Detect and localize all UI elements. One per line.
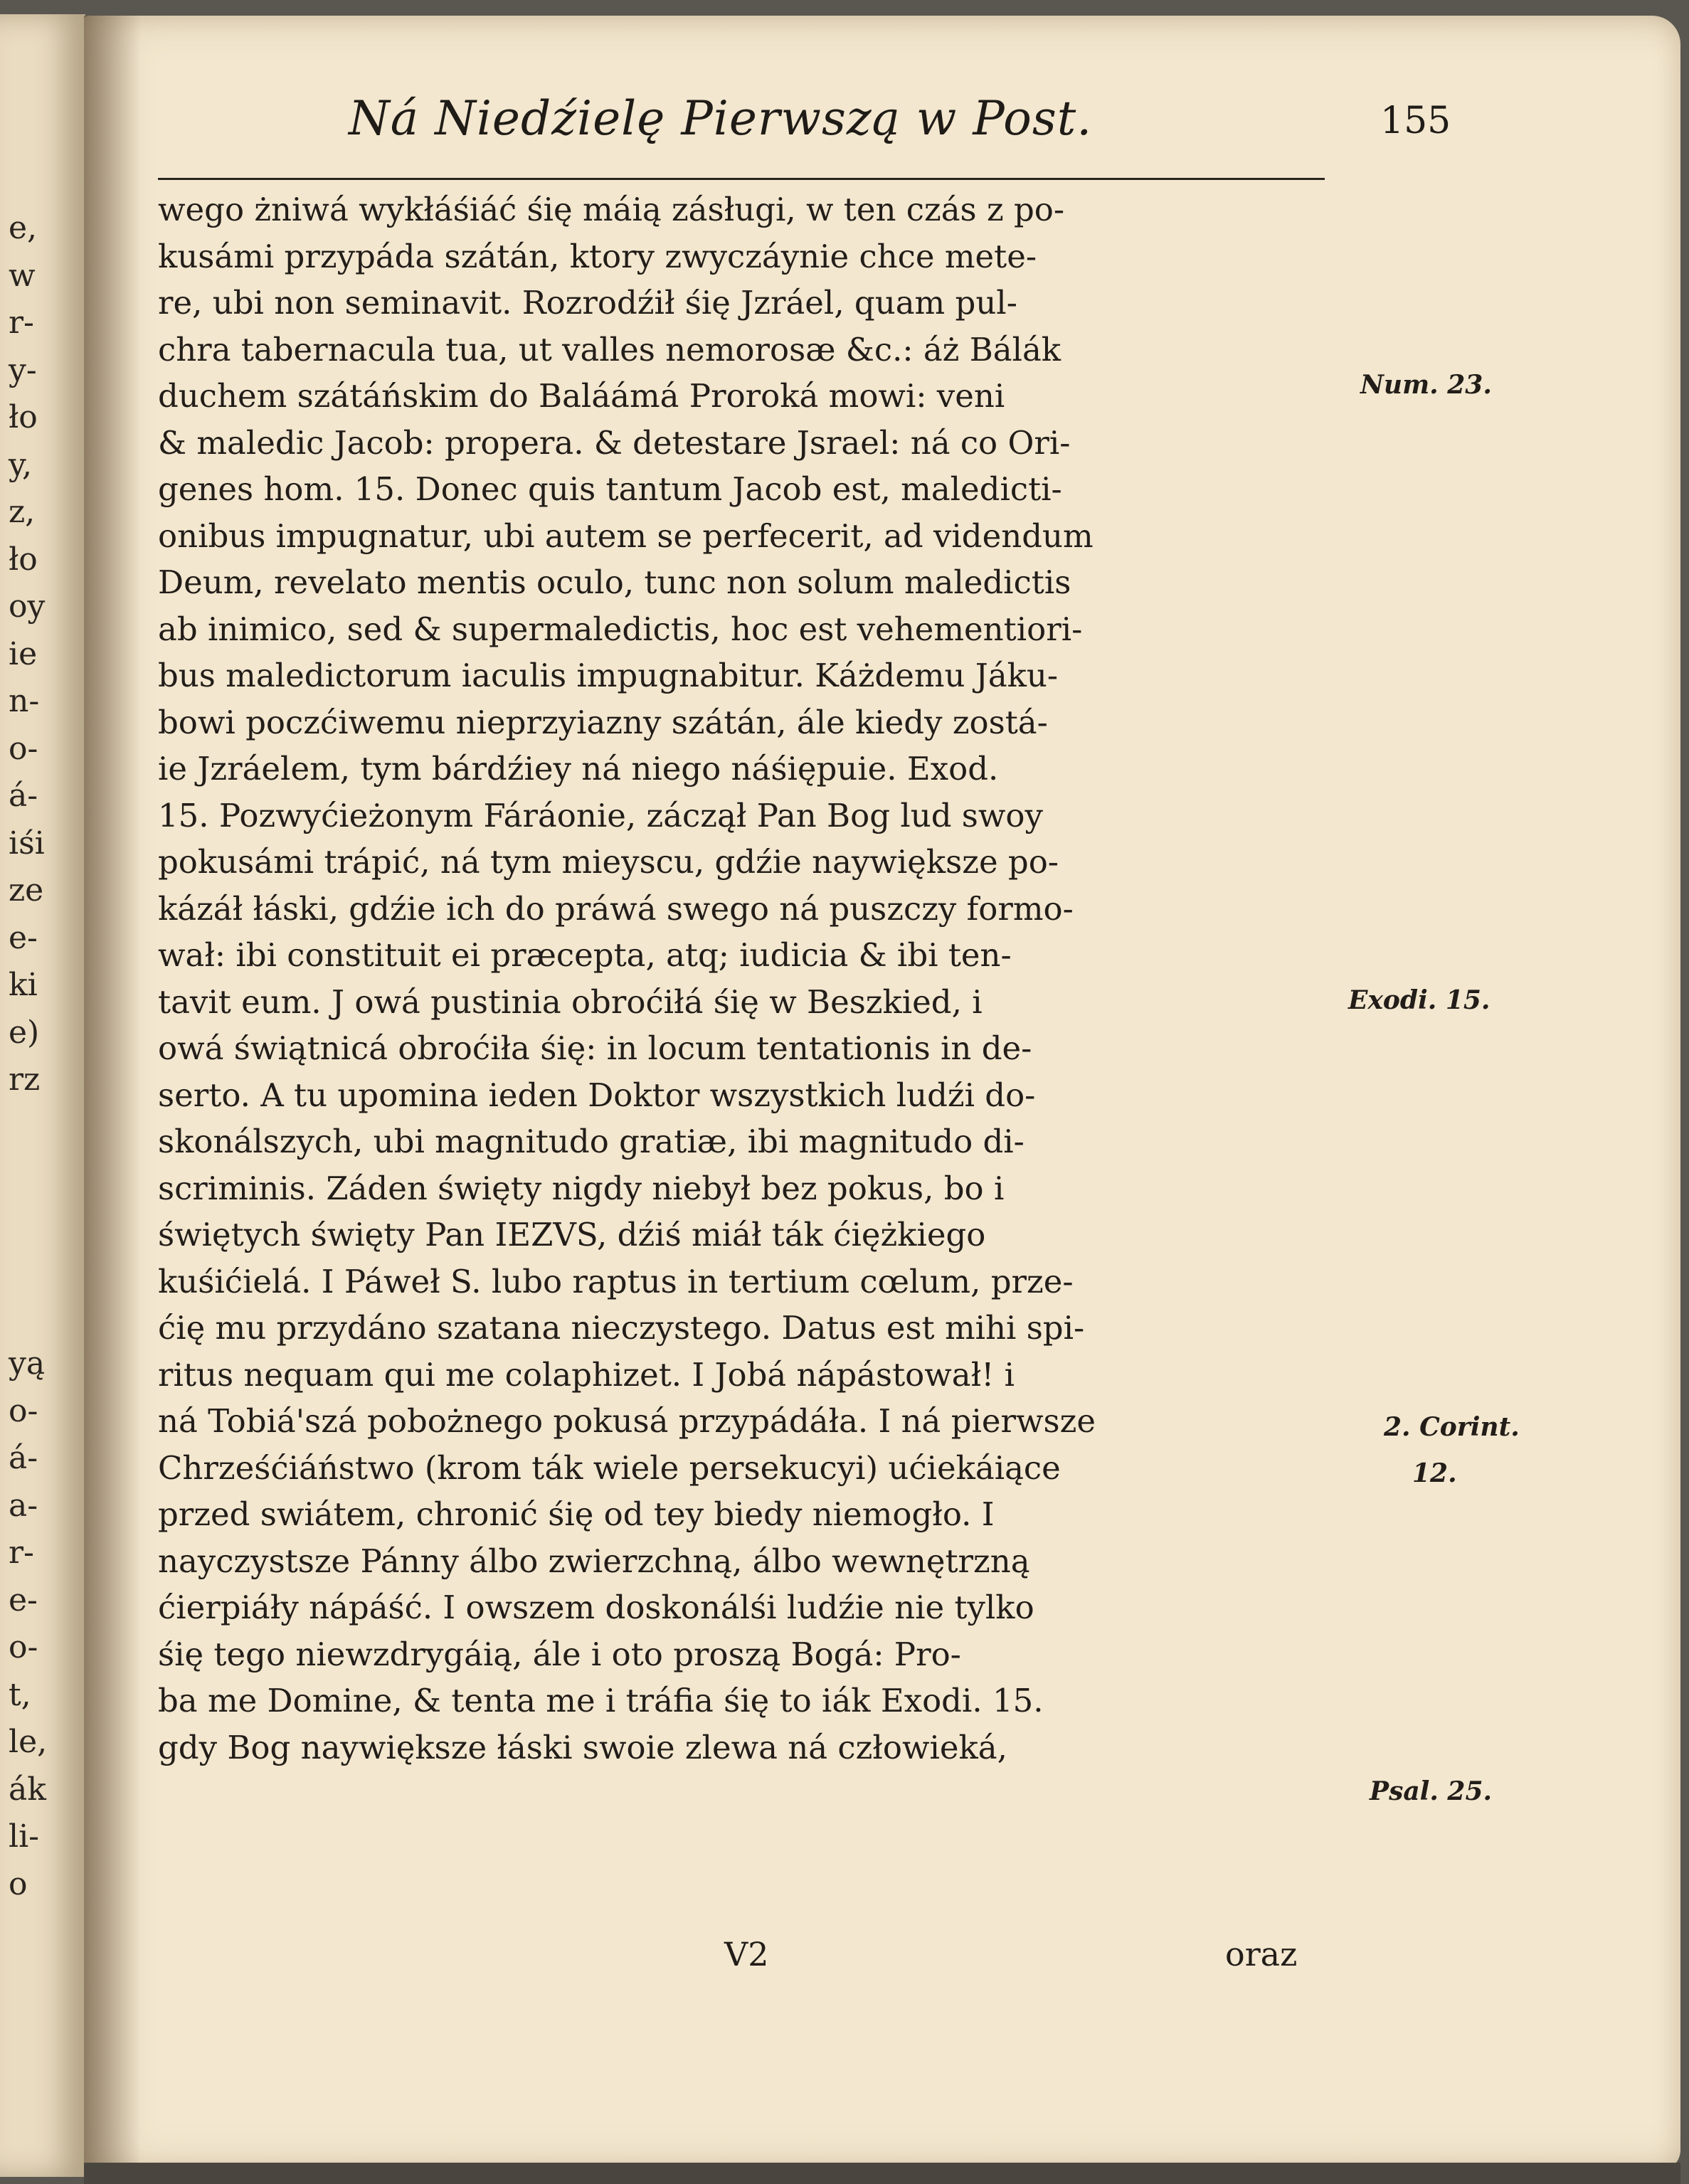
signature-mark: V2 <box>724 1935 769 1973</box>
text-line: pokusámi trápić, ná tym mieyscu, gdźie naywiększe po- <box>158 843 1059 881</box>
text-line: ná Tobiá'szá pobożnego pokusá przypádáła. I ná pierwsze <box>158 1402 1096 1440</box>
margin-note-num: Num. 23. <box>1360 370 1492 400</box>
left-fragment: r- <box>9 1534 34 1571</box>
left-fragment: y- <box>9 351 37 388</box>
spine-shadow <box>84 16 141 2171</box>
text-line: genes hom. 15. Donec quis tantum Jacob est, maledicti- <box>158 470 1062 508</box>
text-line: bowi poczćiwemu nieprzyiazny szátán, ále kiedy zostá- <box>158 703 1048 741</box>
text-line: ie Jzráelem, tym bárdźiey ná niego náśiępuie. Exod. <box>158 750 999 788</box>
margin-note-psal: Psal. 25. <box>1370 1776 1493 1806</box>
margin-note-exodi: Exodi. 15. <box>1348 985 1491 1015</box>
left-fragment: ze <box>9 872 44 908</box>
left-fragment <box>0 1293 68 1341</box>
left-fragment: le, <box>9 1724 48 1760</box>
text-line: chra tabernacula tua, ut valles nemorosæ &c.: áż Bálák <box>158 330 1061 369</box>
left-fragment: z, <box>9 494 36 530</box>
text-line: przed swiátem, chronić śię od tey biedy niemogło. I <box>158 1495 995 1533</box>
margin-note-corint-chapter: 12. <box>1412 1458 1457 1488</box>
left-page-text-fragments <box>0 205 68 1908</box>
running-head: Ná Niedźielę Pierwszą w Post. <box>349 91 1093 146</box>
catchword: oraz <box>1225 1935 1298 1973</box>
text-line: wał: ibi constituit ei præcepta, atq; iudicia & ibi ten- <box>158 936 1012 974</box>
text-line: ćię mu przydáno szatana nieczystego. Datus est mihi spi- <box>158 1309 1085 1347</box>
left-fragment: ło <box>9 541 38 578</box>
left-fragment: á- <box>9 1440 38 1476</box>
left-fragment: t, <box>9 1676 31 1713</box>
text-line: bus maledictorum iaculis impugnabitur. Káżdemu Jáku- <box>158 657 1059 694</box>
left-fragment: o- <box>9 1392 38 1429</box>
head-rule <box>158 178 1325 180</box>
left-fragment <box>0 1151 68 1199</box>
left-fragment: oy <box>9 588 46 625</box>
text-line: kusámi przypáda szátán, ktory zwyczáynie chce mete- <box>158 237 1037 275</box>
text-line: 15. Pozwyćieżonym Fáráonie, záczął Pan Bog lud swoy <box>158 796 1043 834</box>
left-fragment: o <box>9 1865 28 1902</box>
left-fragment: e, <box>9 210 38 246</box>
left-fragment: ło <box>9 399 38 435</box>
left-page-edge <box>0 14 85 2177</box>
left-fragment: o- <box>9 1629 38 1665</box>
text-line: kuśićielá. I Páweł S. lubo raptus in tertium cœlum, prze- <box>158 1262 1074 1300</box>
left-fragment: li- <box>9 1818 40 1855</box>
left-fragment: o- <box>9 730 38 767</box>
left-fragment: iśi <box>9 825 45 862</box>
text-line: ćierpiáły nápáść. I owszem doskonálśi ludźie nie tylko <box>158 1589 1034 1626</box>
left-fragment: y, <box>9 446 32 483</box>
left-fragment: rz <box>9 1061 41 1098</box>
text-line: śię tego niewzdrygáią, ále i oto proszą Bogá: Pro- <box>158 1635 961 1673</box>
text-line: scriminis. Záden święty nigdy niebył bez pokus, bo i <box>158 1169 1005 1207</box>
left-fragment: yą <box>9 1345 46 1382</box>
left-fragment: e- <box>9 1581 38 1618</box>
left-fragment: ák <box>9 1771 46 1808</box>
text-line: duchem szátáńskim do Baláámá Proroká mowi: veni <box>158 377 1005 415</box>
text-line: ba me Domine, & tenta me i tráfia śię to iák Exodi. 15. <box>158 1682 1044 1719</box>
text-line: nayczystsze Pánny álbo zwierzchną, álbo wewnętrzną <box>158 1542 1030 1580</box>
left-fragment <box>0 1246 68 1293</box>
left-fragment: ki <box>9 967 38 1003</box>
text-line: skonálszych, ubi magnitudo gratiæ, ibi magnitudo di- <box>158 1123 1024 1160</box>
left-fragment: ie <box>9 635 38 672</box>
page-number: 155 <box>1380 100 1451 142</box>
text-line: serto. A tu upomina ieden Doktor wszystkich ludźi do- <box>158 1076 1036 1114</box>
left-fragment: r- <box>9 304 34 341</box>
text-line: świętych święty Pan IEZVS, dźiś miáł ták ćiężkiego <box>158 1216 986 1253</box>
left-fragment: e- <box>9 919 38 956</box>
margin-note-corint: 2. Corint. <box>1384 1412 1520 1442</box>
text-line: onibus impugnatur, ubi autem se perfecerit, ad videndum <box>158 516 1094 555</box>
text-line: re, ubi non seminavit. Rozrodźił śię Jzráel, quam pul- <box>158 284 1017 322</box>
body-text <box>158 186 1343 1771</box>
text-line: kázáł łáski, gdźie ich do práwá swego ná puszczy formo- <box>158 889 1074 928</box>
left-fragment: á- <box>9 778 38 814</box>
text-line: wego żniwá wykłáśiáć śię máią zásługi, w ten czás z po- <box>158 191 1065 228</box>
text-line: Chrześćiáństwo (krom ták wiele persekucyi) ućiekáiące <box>158 1448 1061 1487</box>
text-line: gdy Bog naywiększe łáski swoie zlewa ná człowieká, <box>158 1728 1007 1766</box>
left-fragment <box>0 1104 68 1152</box>
left-fragment <box>0 1199 68 1246</box>
text-line: ab inimico, sed & supermaledictis, hoc est vehementiori- <box>158 610 1083 648</box>
text-line: tavit eum. J owá pustinia obroćiłá śię w Beszkied, i <box>158 982 983 1021</box>
text-line: & maledic Jacob: propera. & detestare Jsrael: ná co Ori- <box>158 423 1071 462</box>
left-fragment: e) <box>9 1014 40 1051</box>
text-line: ritus nequam qui me colaphizet. I Jobá nápástował! i <box>158 1355 1015 1394</box>
text-line: Deum, revelato mentis oculo, tunc non solum maledictis <box>158 563 1071 601</box>
left-fragment: n- <box>9 683 40 719</box>
left-fragment: a- <box>9 1487 38 1524</box>
bottom-edge <box>84 2163 1680 2184</box>
left-fragment: w <box>9 257 36 294</box>
text-line: owá świątnicá obroćiła śię: in locum tentationis in de- <box>158 1029 1032 1067</box>
